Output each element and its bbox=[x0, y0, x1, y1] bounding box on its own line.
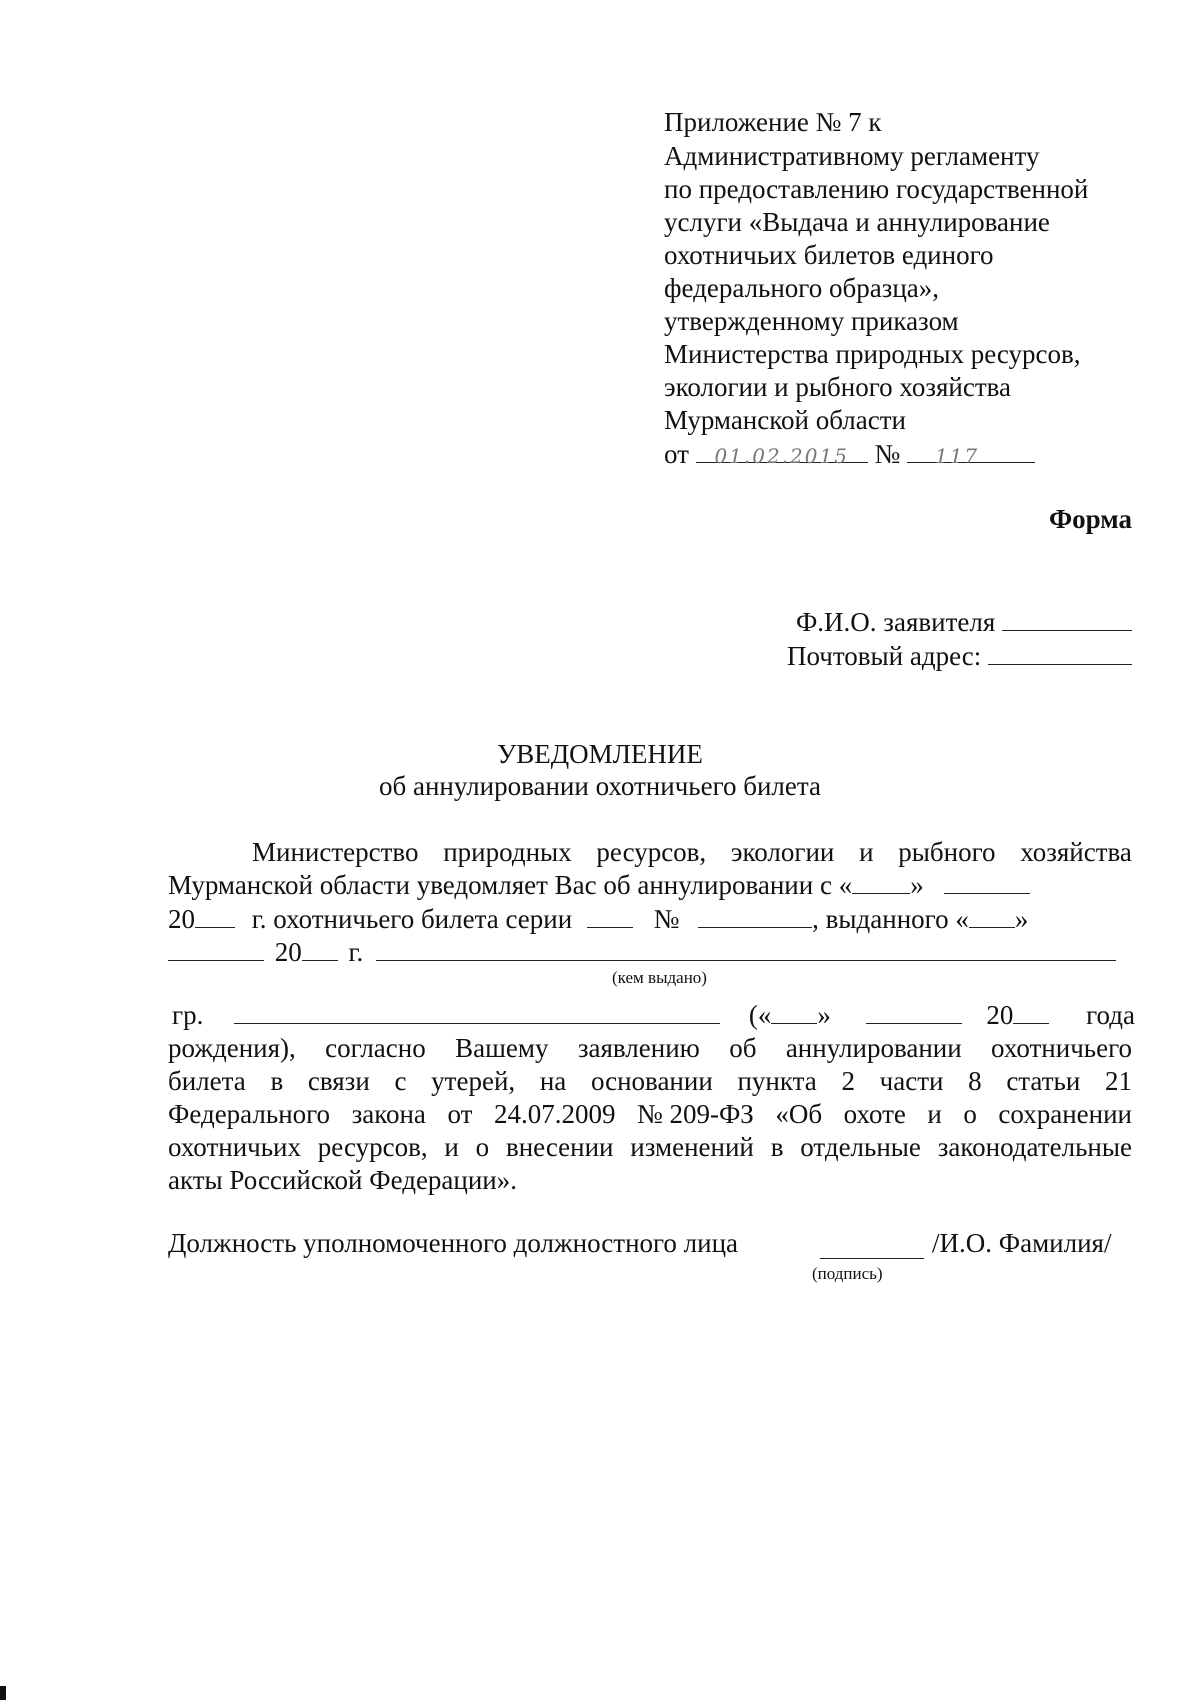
birth-year-field[interactable] bbox=[1013, 999, 1049, 1024]
word: № 209-ФЗ bbox=[636, 1099, 754, 1129]
word: ресурсов, bbox=[596, 837, 707, 867]
date-handwritten: 01.02.2015 bbox=[714, 444, 849, 468]
text: , выданного « bbox=[812, 904, 969, 934]
body-line-1 bbox=[252, 836, 1132, 868]
text: гр. bbox=[172, 1000, 204, 1030]
appendix-line: федерального образца», bbox=[664, 273, 940, 303]
applicant-name-field[interactable] bbox=[1002, 606, 1132, 631]
word: на bbox=[539, 1066, 567, 1096]
word: о bbox=[963, 1099, 977, 1129]
signature-position: Должность уполномоченного должностного лица bbox=[168, 1228, 739, 1258]
revoke-day-field[interactable] bbox=[852, 869, 910, 894]
word: рождения), bbox=[168, 1033, 296, 1063]
issue-year-field[interactable] bbox=[302, 936, 338, 961]
word: аннулировании bbox=[785, 1033, 962, 1063]
text: » bbox=[1014, 904, 1029, 934]
word: изменений bbox=[630, 1132, 754, 1162]
word: законодательные bbox=[937, 1132, 1132, 1162]
citizen-name-field[interactable] bbox=[234, 999, 720, 1024]
text: года bbox=[1086, 1000, 1135, 1030]
appendix-line: Приложение № 7 к bbox=[664, 107, 882, 137]
word: и bbox=[859, 837, 874, 867]
body-line-6 bbox=[168, 1032, 1132, 1064]
word: утерей, bbox=[431, 1066, 516, 1096]
word: сохранении bbox=[998, 1099, 1132, 1129]
birth-day-field[interactable] bbox=[771, 999, 817, 1024]
word: статьи bbox=[1006, 1066, 1081, 1096]
word: 8 bbox=[968, 1066, 982, 1096]
word: Вашему bbox=[455, 1033, 549, 1063]
body-line-8 bbox=[168, 1098, 1132, 1130]
word: Министерство bbox=[252, 837, 419, 867]
word: рыбного bbox=[898, 837, 996, 867]
word: от bbox=[447, 1099, 473, 1129]
word: с bbox=[394, 1066, 407, 1096]
word: ресурсов, bbox=[317, 1132, 428, 1162]
text: » bbox=[910, 870, 924, 900]
word: билета bbox=[168, 1066, 246, 1096]
word: Федерального bbox=[168, 1099, 331, 1129]
word: хозяйства bbox=[1020, 837, 1132, 867]
number-label: № bbox=[874, 439, 901, 469]
form-label: Форма bbox=[1048, 504, 1132, 534]
document-title: УВЕДОМЛЕНИЕ bbox=[497, 739, 703, 769]
word: о bbox=[475, 1132, 490, 1162]
word: пункта bbox=[737, 1066, 817, 1096]
word: отдельные bbox=[800, 1132, 921, 1162]
applicant-name-label: Ф.И.О. заявителя bbox=[795, 607, 996, 637]
text: 20 bbox=[274, 937, 302, 967]
word: 21 bbox=[1104, 1066, 1132, 1096]
appendix-line: услуги «Выдача и аннулирование bbox=[664, 207, 1050, 237]
text: 20 bbox=[168, 904, 195, 934]
word: основании bbox=[590, 1066, 713, 1096]
appendix-date-line bbox=[664, 438, 1035, 470]
applicant-address-label: Почтовый адрес: bbox=[786, 641, 982, 671]
text: (« bbox=[748, 1000, 772, 1030]
revoke-month-field[interactable] bbox=[944, 869, 1030, 894]
text: г. охотничьего билета серии bbox=[251, 904, 573, 934]
appendix-line: охотничьих билетов единого bbox=[664, 240, 994, 270]
word: и bbox=[927, 1099, 942, 1129]
word: в bbox=[770, 1132, 784, 1162]
body-line-10: акты Российской Федерации». bbox=[168, 1165, 518, 1195]
issued-by-field[interactable] bbox=[376, 936, 1116, 961]
appendix-line: Министерства природных ресурсов, bbox=[664, 339, 1081, 369]
appendix-line: экологии и рыбного хозяйства bbox=[664, 372, 1012, 402]
word: охотничьего bbox=[991, 1033, 1132, 1063]
scan-edge-mark bbox=[0, 1686, 6, 1700]
appendix-line: Административному регламенту bbox=[664, 141, 1040, 171]
ticket-number-field[interactable] bbox=[698, 903, 812, 928]
word: в bbox=[270, 1066, 284, 1096]
text: Мурманской области уведомляет Вас об аннулировании с « bbox=[168, 870, 853, 900]
issued-by-caption: (кем выдано) bbox=[612, 968, 707, 987]
document-subtitle: об аннулировании охотничьего билета bbox=[378, 771, 821, 801]
number-handwritten: 117 bbox=[934, 444, 980, 468]
body-line-3 bbox=[168, 903, 1028, 935]
word: об bbox=[729, 1033, 757, 1063]
word: заявлению bbox=[577, 1033, 700, 1063]
applicant-name-line bbox=[796, 606, 1132, 638]
word: охоте bbox=[843, 1099, 906, 1129]
applicant-address-field[interactable] bbox=[988, 640, 1132, 665]
text: № bbox=[653, 904, 680, 934]
appendix-line: утвержденному приказом bbox=[664, 306, 959, 336]
word: и bbox=[444, 1132, 459, 1162]
date-prefix: от bbox=[664, 439, 689, 469]
signature-name: /И.О. Фамилия/ bbox=[932, 1228, 1112, 1258]
word: части bbox=[879, 1066, 944, 1096]
word: согласно bbox=[325, 1033, 426, 1063]
appendix-line: Мурманской области bbox=[664, 405, 906, 435]
signature-caption: (подпись) bbox=[812, 1264, 883, 1283]
body-line-5 bbox=[172, 999, 1135, 1031]
signature-field[interactable] bbox=[820, 1227, 924, 1259]
ticket-series-field[interactable] bbox=[587, 903, 633, 928]
applicant-address-line bbox=[787, 640, 1132, 672]
word: экологии bbox=[730, 837, 835, 867]
text: » bbox=[817, 1000, 831, 1030]
body-line-9 bbox=[168, 1131, 1132, 1163]
text: г. bbox=[348, 937, 364, 967]
issue-month-field[interactable] bbox=[168, 936, 264, 961]
word: 2 bbox=[841, 1066, 855, 1096]
word: 24.07.2009 bbox=[493, 1099, 616, 1129]
revoke-year-field[interactable] bbox=[195, 903, 235, 928]
birth-month-field[interactable] bbox=[866, 999, 962, 1024]
date-field[interactable] bbox=[696, 438, 868, 468]
word: охотничьих bbox=[168, 1132, 301, 1162]
word: связи bbox=[307, 1066, 370, 1096]
appendix-line: по предоставлению государственной bbox=[664, 174, 1089, 204]
issue-day-field[interactable] bbox=[969, 903, 1015, 928]
word: природных bbox=[443, 837, 572, 867]
number-field[interactable] bbox=[907, 438, 1035, 468]
word: внесении bbox=[505, 1132, 614, 1162]
word: «Об bbox=[775, 1099, 823, 1129]
body-line-4 bbox=[168, 936, 1116, 968]
body-line-7 bbox=[168, 1065, 1132, 1097]
text: 20 bbox=[986, 1000, 1014, 1030]
word: закона bbox=[351, 1099, 426, 1129]
body-line-2 bbox=[168, 869, 1030, 901]
